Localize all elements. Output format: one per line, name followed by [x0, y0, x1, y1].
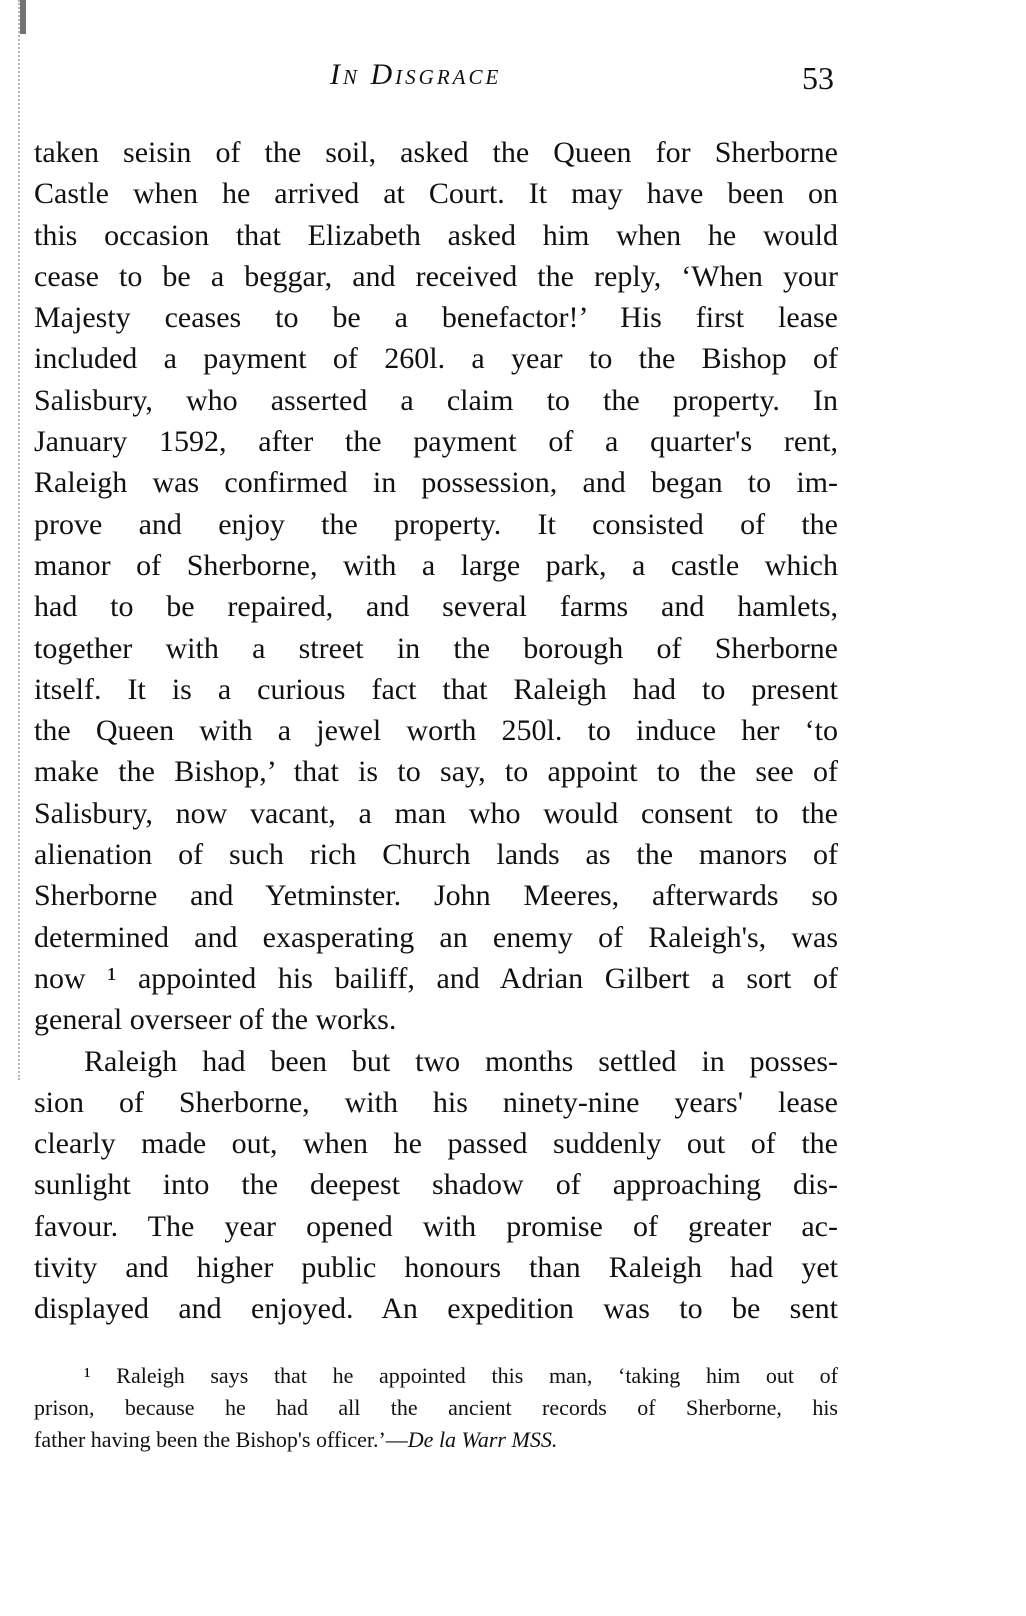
text-line: prove and enjoy the property. It consisted of the: [34, 507, 838, 541]
text-line: general overseer of the works.: [34, 1003, 397, 1037]
text-line: determined and exasperating an enemy of Raleigh's, was: [34, 920, 838, 954]
footnote-text: father having been the Bishop's officer.’—: [34, 1427, 408, 1452]
text-line: this occasion that Elizabeth asked him when he would: [34, 218, 838, 252]
text-line: manor of Sherborne, with a large park, a castle which: [34, 548, 838, 582]
text-line: the Queen with a jewel worth 250l. to induce her ‘to: [34, 714, 838, 748]
text-line: Majesty ceases to be a benefactor!’ His first lease: [34, 301, 838, 335]
text-line: included a payment of 260l. a year to the Bishop of: [34, 342, 838, 376]
page-number: 53: [802, 60, 834, 96]
body-text: [34, 132, 838, 1330]
footnotes: [34, 1360, 838, 1456]
text-line: Salisbury, who asserted a claim to the property. In: [34, 383, 838, 417]
text-line: Castle when he arrived at Court. It may have been on: [34, 177, 838, 211]
text-line: together with a street in the borough of Sherborne: [34, 631, 838, 665]
text-line: displayed and enjoyed. An expedition was to be sent: [34, 1292, 838, 1326]
scan-corner-mark: [20, 0, 26, 34]
scan-binding-edge: [18, 0, 34, 1080]
text-line: Salisbury, now vacant, a man who would consent to the: [34, 796, 838, 830]
text-line: Raleigh was confirmed in possession, and began to im-: [34, 466, 838, 500]
text-line: taken seisin of the soil, asked the Queen for Sherborne: [34, 136, 838, 169]
text-line: Raleigh had been but two months settled in posses-: [84, 1044, 838, 1078]
running-title: In Disgrace: [330, 58, 502, 91]
footnote-line: prison, because he had all the ancient records of Sherborne, his: [34, 1395, 838, 1420]
footnote-source: De la Warr MSS.: [407, 1427, 558, 1452]
text-line: had to be repaired, and several farms and hamlets,: [34, 590, 838, 624]
footnote-line: ¹ Raleigh says that he appointed this man, ‘taking him out of: [84, 1363, 838, 1388]
text-line: sunlight into the deepest shadow of approaching dis-: [34, 1168, 838, 1202]
running-head: [0, 58, 1026, 102]
text-line: now ¹ appointed his bailiff, and Adrian Gilbert a sort of: [34, 961, 838, 995]
text-line: make the Bishop,’ that is to say, to appoint to the see of: [34, 755, 838, 789]
text-line: January 1592, after the payment of a quarter's rent,: [34, 425, 838, 459]
footnote-line: [34, 1424, 838, 1456]
text-line: Sherborne and Yetminster. John Meeres, afterwards so: [34, 879, 838, 913]
text-line: clearly made out, when he passed suddenly out of the: [34, 1127, 838, 1161]
text-line: itself. It is a curious fact that Raleigh had to present: [34, 672, 838, 706]
text-line: sion of Sherborne, with his ninety-nine years' lease: [34, 1085, 838, 1119]
text-line: alienation of such rich Church lands as the manors of: [34, 838, 838, 872]
text-line: tivity and higher public honours than Raleigh had yet: [34, 1251, 838, 1285]
text-line: favour. The year opened with promise of greater ac-: [34, 1209, 838, 1243]
text-line: cease to be a beggar, and received the reply, ‘When your: [34, 259, 838, 293]
